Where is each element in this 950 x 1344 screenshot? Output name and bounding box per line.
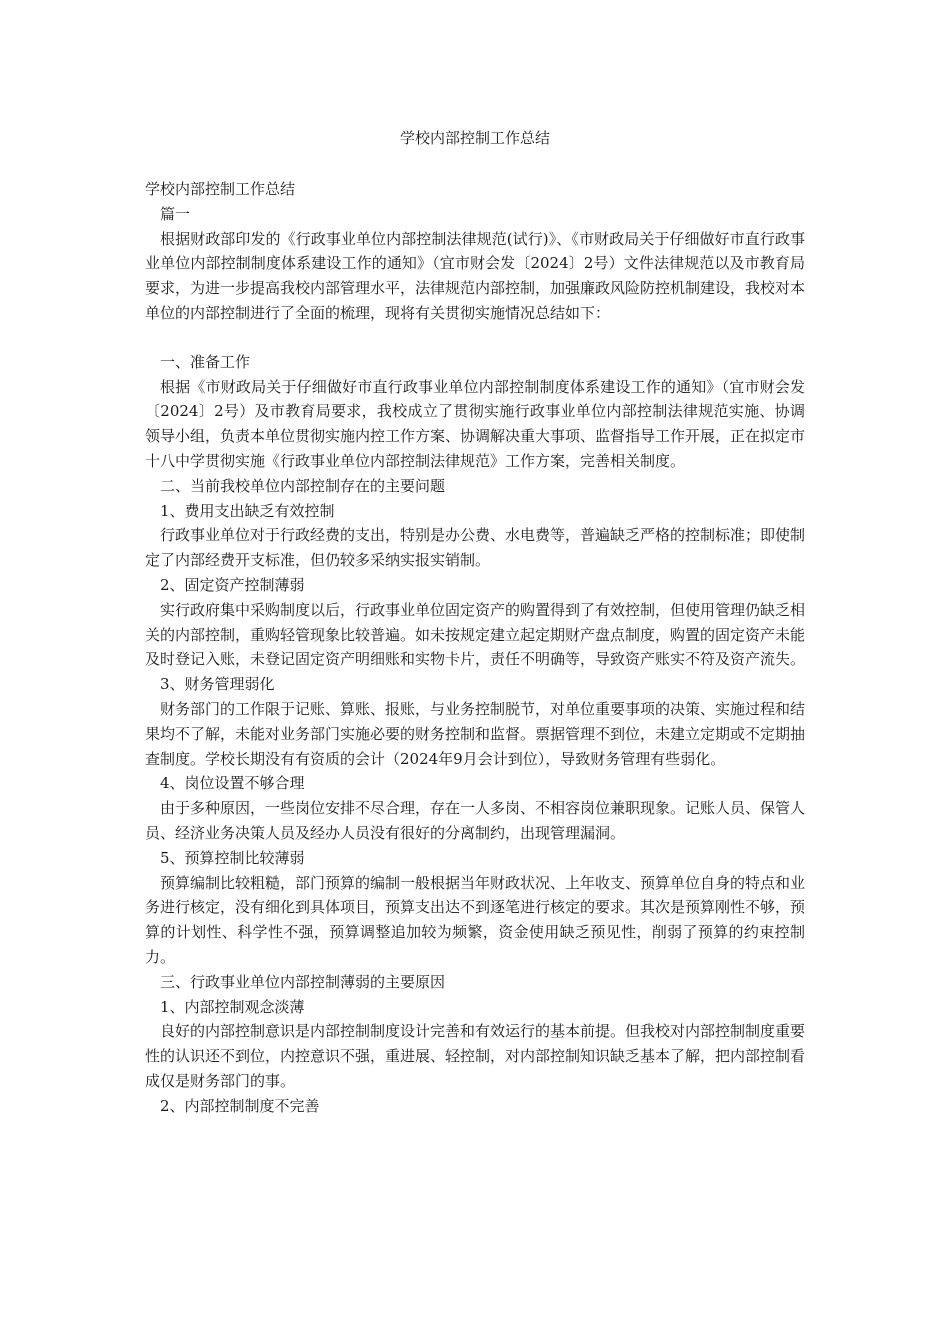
body-paragraph: 良好的内部控制意识是内部控制制度设计完善和有效运行的基本前提。但我校对内部控制制度重要性的认识还不到位，内控意识不强，重进展、轻控制，对内部控制知识缺乏基本了解，把内部控制看成仅是财务部门的事。 bbox=[145, 1022, 806, 1090]
subsection-heading: 3、财务管理弱化 bbox=[160, 675, 275, 694]
section-label: 篇一 bbox=[160, 204, 191, 223]
document-body bbox=[145, 177, 805, 1118]
body-paragraph: 由于多种原因，一些岗位安排不尽合理，存在一人多岗、不相容岗位兼职现象。记账人员、保管人员、经济业务决策人员及经办人员没有很好的分离制约，出现管理漏洞。 bbox=[145, 799, 806, 842]
subsection-heading: 2、固定资产控制薄弱 bbox=[160, 575, 305, 594]
document-title: 学校内部控制工作总结 bbox=[399, 129, 550, 147]
subsection-heading: 2、内部控制制度不完善 bbox=[160, 1096, 320, 1115]
section-heading: 三、行政事业单位内部控制薄弱的主要原因 bbox=[160, 972, 446, 991]
subsection-heading: 5、预算控制比较薄弱 bbox=[160, 848, 305, 867]
body-paragraph: 实行政府集中采购制度以后，行政事业单位固定资产的购置得到了有效控制，但使用管理仍缺乏相关的内部控制，重购轻管现象比较普遍。如未按规定建立起定期财产盘点制度，购置的固定资产未能及时登记入账，未登记固定资产明细账和实物卡片，责任不明确等，导致资产账实不符及资产流失。 bbox=[145, 600, 806, 669]
subsection-heading: 4、岗位设置不够合理 bbox=[160, 774, 305, 793]
subtitle: 学校内部控制工作总结 bbox=[145, 180, 296, 198]
body-paragraph: 财务部门的工作限于记账、算账、报账，与业务控制脱节，对单位重要事项的决策、实施过程和结果均不了解，未能对业务部门实施必要的财务控制和监督。票据管理不到位，未建立定期或不定期抽查制度。学校长期没有有资质的会计（2024年9月会计到位），导致财务管理有些弱化。 bbox=[145, 699, 806, 768]
body-paragraph: 行政事业单位对于行政经费的支出，特别是办公费、水电费等，普遍缺乏严格的控制标准；即使制定了内部经费开支标准，但仍较多采纳实报实销制。 bbox=[145, 526, 806, 570]
subsection-heading: 1、费用支出缺乏有效控制 bbox=[160, 501, 335, 520]
body-paragraph: 根据《市财政局关于仔细做好市直行政事业单位内部控制制度体系建设工作的通知》（宜市财会发〔2024〕2号）及市教育局要求，我校成立了贯彻实施行政事业单位内部控制法律规范实施、协调领导小组，负责本单位贯彻实施内控工作方案、协调解决重大事项、监督指导工作开展，正在拟定市十八中学贯彻实施《行政事业单位内部控制法律规范》工作方案，完善相关制度。 bbox=[145, 377, 806, 470]
intro-paragraph: 根据财政部印发的《行政事业单位内部控制法律规范(试行)》、《市财政局关于仔细做好市直行政事业单位内部控制制度体系建设工作的通知》（宜市财会发〔2024〕2号）文件法律规范以及市教育局要求，为进一步提高我校内部管理水平，法律规范内部控制，加强廉政风险防控机制建设，我校对本单位的内部控制进行了全面的梳理，现将有关贯彻实施情况总结如下： bbox=[145, 229, 806, 322]
section-heading: 一、准备工作 bbox=[160, 352, 251, 371]
subsection-heading: 1、内部控制观念淡薄 bbox=[160, 997, 305, 1016]
section-heading: 二、当前我校单位内部控制存在的主要问题 bbox=[160, 476, 446, 495]
body-paragraph: 预算编制比较粗糙，部门预算的编制一般根据当年财政状况、上年收支、预算单位自身的特点和业务进行核定，没有细化到具体项目，预算支出达不到逐笔进行核定的要求。其次是预算刚性不够，预算的计划性、科学性不强，预算调整追加较为频繁，资金使用缺乏预见性，削弱了预算的约束控制力。 bbox=[145, 873, 806, 966]
